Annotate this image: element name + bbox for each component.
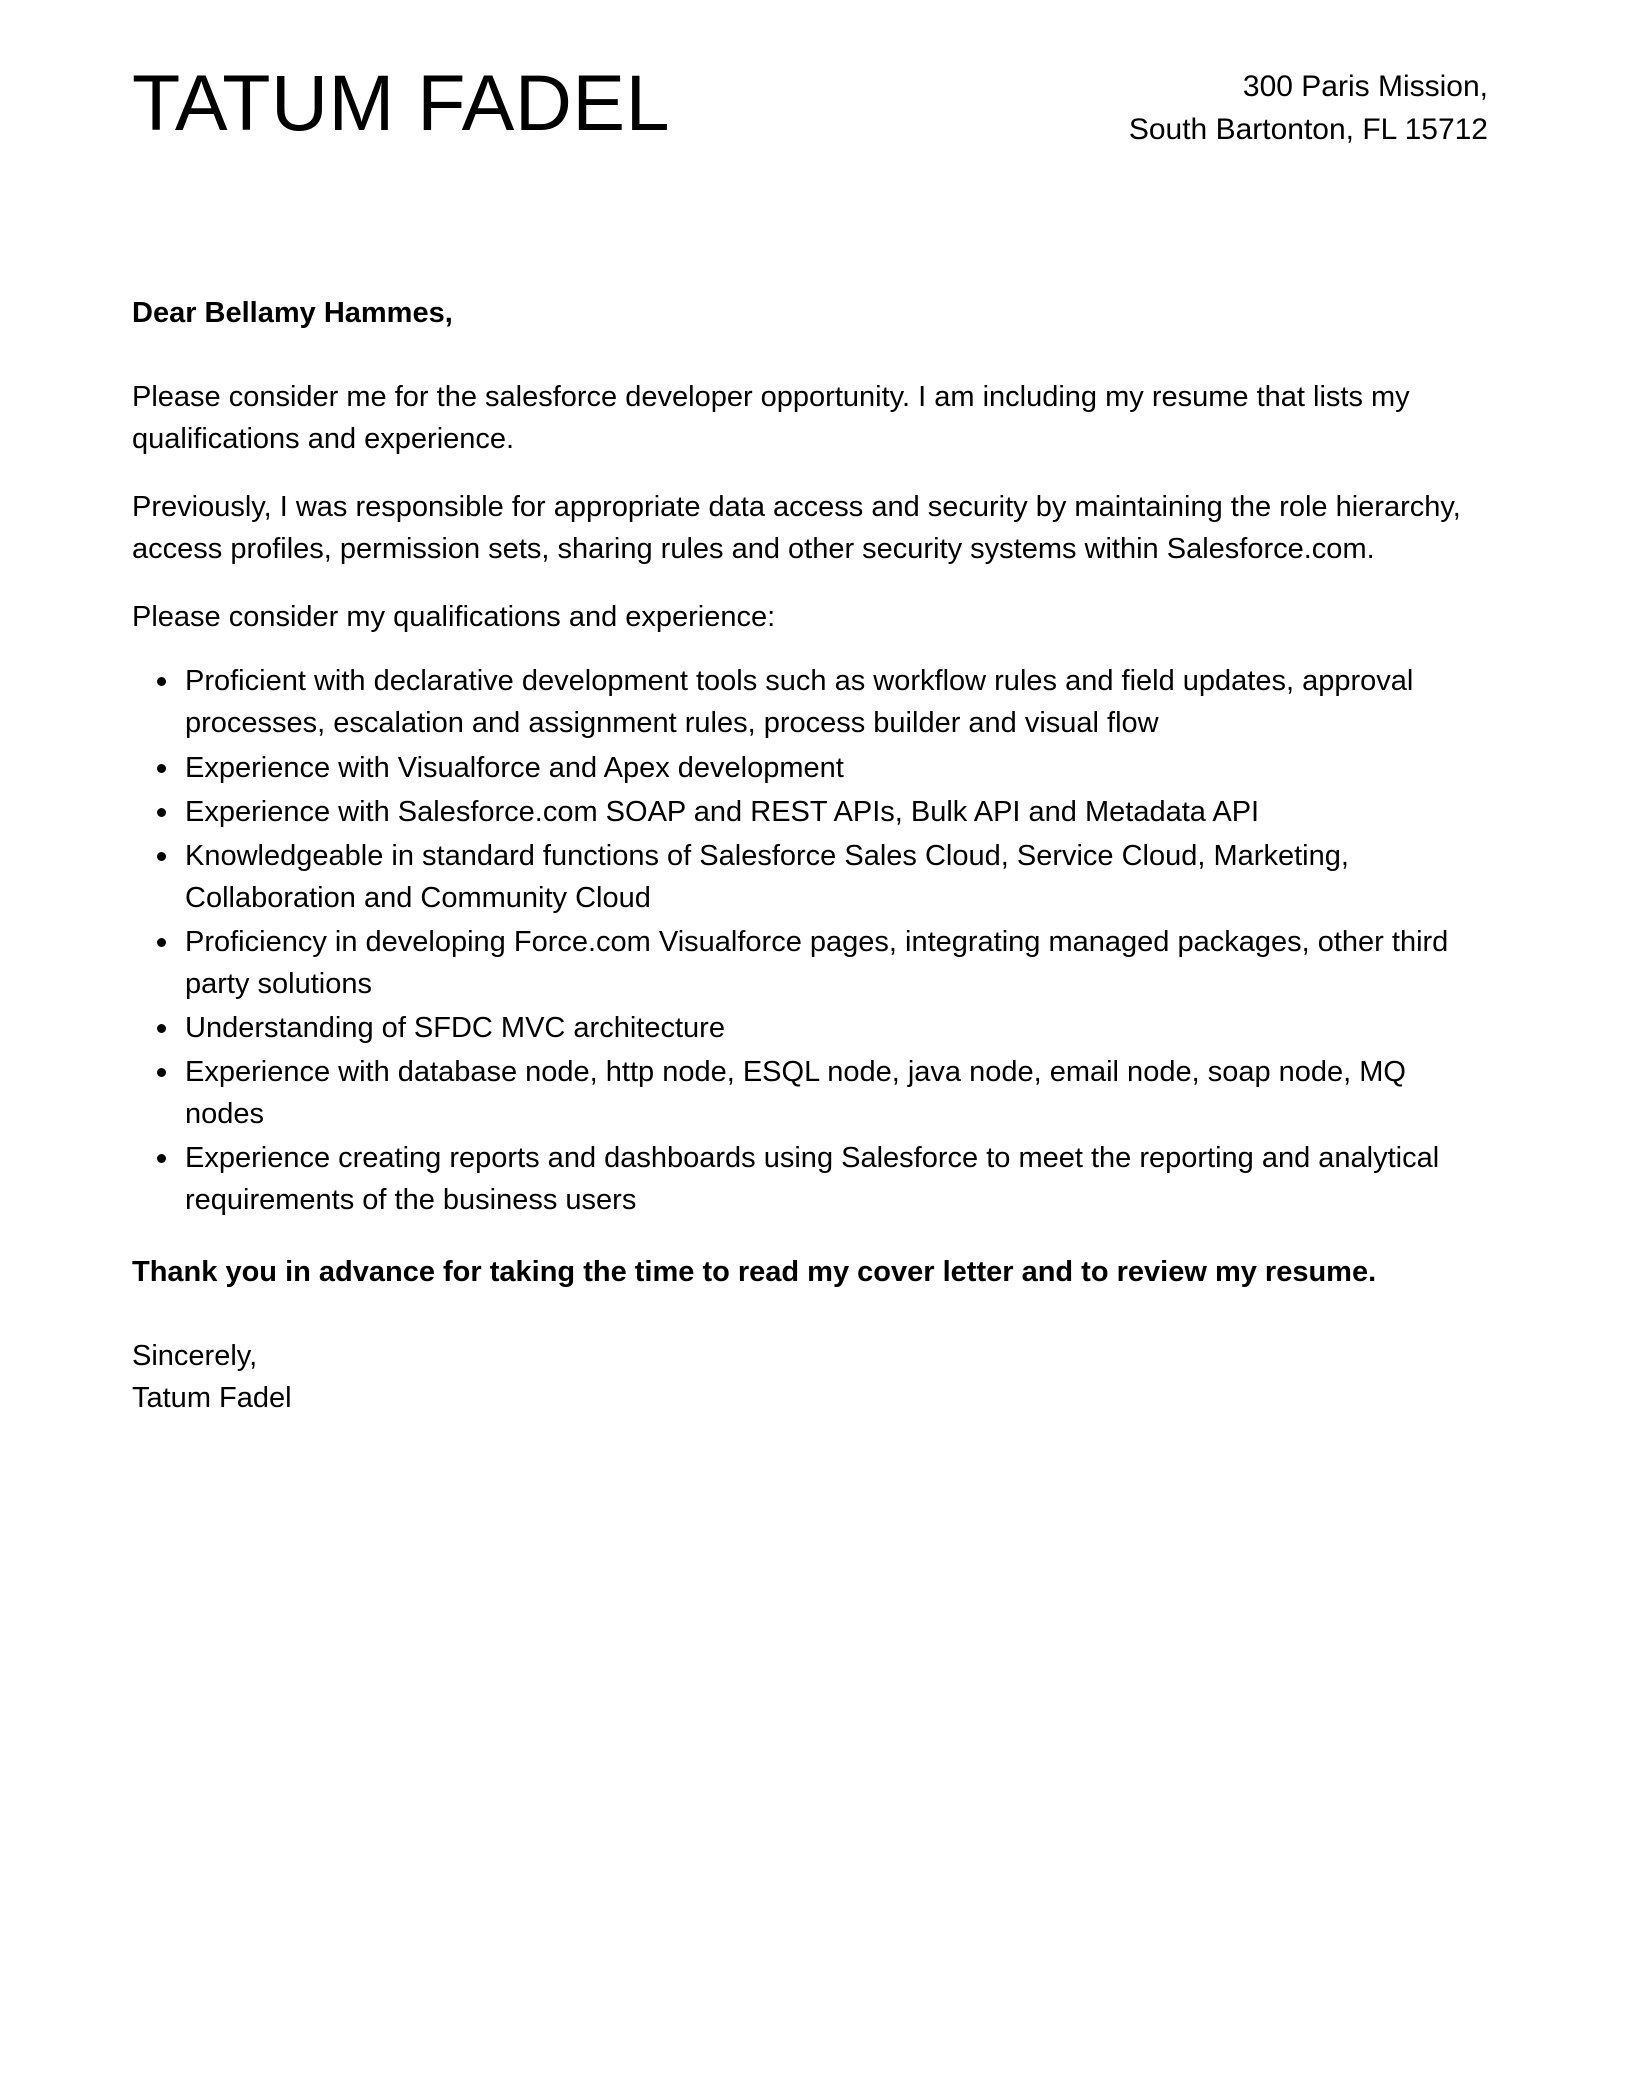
signoff-block [132, 1335, 1488, 1419]
signature-name: Tatum Fadel [132, 1382, 292, 1415]
letter-header [132, 58, 1488, 151]
list-item: Experience with Visualforce and Apex development [132, 747, 1488, 789]
sender-address-block [1129, 58, 1488, 151]
list-item: Experience with Salesforce.com SOAP and REST APIs, Bulk API and Metadata API [132, 791, 1488, 833]
list-item: Proficient with declarative development tools such as workflow rules and field updates, approval processes, escalation and assignment rules, process builder and visual flow [132, 660, 1488, 744]
address-line-city-state-zip: South Bartonton, FL 15712 [1128, 112, 1488, 146]
list-item: Understanding of SFDC MVC architecture [132, 1007, 1488, 1049]
closing-thanks: Thank you in advance for taking the time to read my cover letter and to review my resume. [132, 1256, 1377, 1289]
list-item: Experience creating reports and dashboards using Salesforce to meet the reporting and analytical requirements of the business users [132, 1137, 1488, 1221]
address-line-street: 300 Paris Mission, [1242, 70, 1488, 103]
list-item: Experience with database node, http node, ESQL node, java node, email node, soap node, MQ nodes [132, 1051, 1488, 1135]
qualifications-list [132, 660, 1488, 1221]
body-paragraph-1: Please consider me for the salesforce developer opportunity. I am including my resume that lists my qualifications and experience. [132, 381, 1410, 456]
qualifications-lead-in: Please consider my qualifications and experience: [132, 601, 776, 634]
candidate-name: TATUM FADEL [132, 58, 671, 147]
salutation: Dear Bellamy Hammes, [132, 297, 453, 329]
name-block [132, 58, 670, 145]
letter-body [132, 293, 1488, 1419]
list-item: Proficiency in developing Force.com Visualforce pages, integrating managed packages, other third party solutions [132, 921, 1488, 1005]
list-item: Knowledgeable in standard functions of Salesforce Sales Cloud, Service Cloud, Marketing, Collaboration and Community Cloud [132, 835, 1488, 919]
valediction: Sincerely, [132, 1340, 258, 1373]
body-paragraph-2: Previously, I was responsible for appropriate data access and security by maintaining the role hierarchy, access profiles, permission sets, sharing rules and other security systems within Salesforce.com. [132, 491, 1461, 566]
